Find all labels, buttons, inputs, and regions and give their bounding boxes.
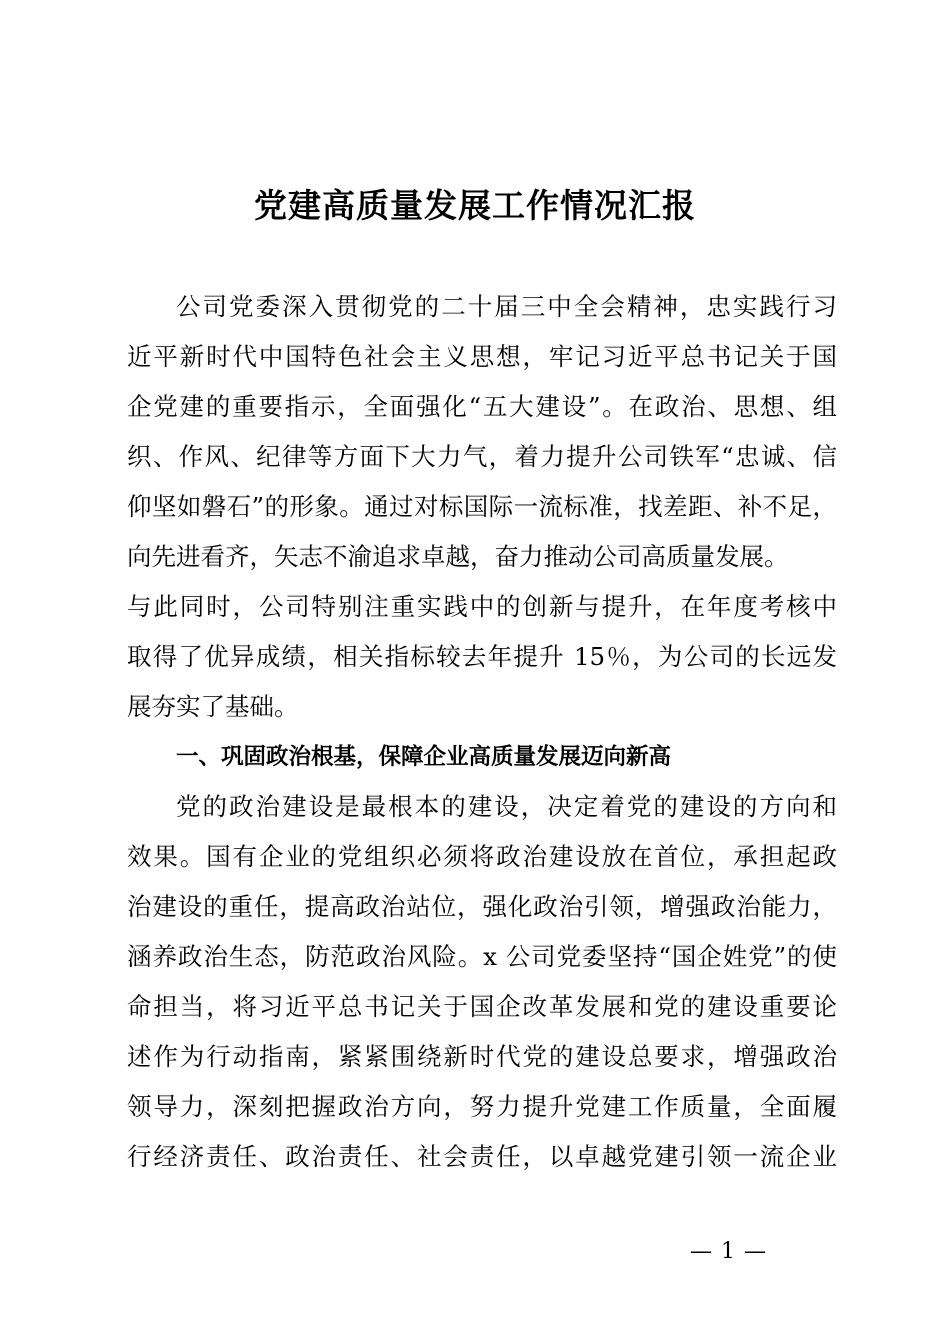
paragraph-line: 效果。国有企业的党组织必须将政治建设放在首位，承担起政: [127, 842, 837, 871]
page-number: — 1 —: [690, 1239, 767, 1264]
paragraph-line: 向先进看齐，矢志不渝追求卓越，奋力推动公司高质量发展。: [127, 542, 789, 571]
paragraph-line: 与此同时，公司特别注重实践中的创新与提升，在年度考核中: [127, 592, 837, 621]
paragraph-line: 近平新时代中国特色社会主义思想，牢记习近平总书记关于国: [127, 342, 837, 371]
intro-paragraph: [127, 282, 837, 732]
document-title: 党建高质量发展工作情况汇报: [254, 186, 696, 225]
paragraph-line: 取得了优异成绩，相关指标较去年提升 15％，为公司的长远发: [127, 642, 837, 671]
paragraph-line: 党的政治建设是最根本的建设，决定着党的建设的方向和: [176, 792, 837, 821]
paragraph-line: 命担当，将习近平总书记关于国企改革发展和党的建设重要论: [127, 992, 837, 1021]
paragraph-line: 公司党委深入贯彻党的二十届三中全会精神，忠实践行习: [176, 292, 837, 321]
paragraph-line: 领导力，深刻把握政治方向，努力提升党建工作质量，全面履: [127, 1092, 837, 1121]
document-body: [127, 282, 837, 1182]
paragraph-line: 展夯实了基础。: [127, 692, 299, 721]
paragraph-line: 仰坚如磐石”的形象。通过对标国际一流标准，找差距、补不足，: [127, 492, 837, 521]
paragraph-line: 涵养政治生态，防范政治风险。x 公司党委坚持“国企姓党”的使: [127, 942, 837, 971]
paragraph-line: 述作为行动指南，紧紧围绕新时代党的建设总要求，增强政治: [127, 1042, 837, 1071]
paragraph-line: 行经济责任、政治责任、社会责任，以卓越党建引领一流企业: [127, 1142, 837, 1171]
paragraph-line: 企党建的重要指示，全面强化“五大建设”。在政治、思想、组: [127, 392, 837, 421]
paragraph-line: 织、作风、纪律等方面下大力气，着力提升公司铁军“忠诚、信: [127, 442, 837, 471]
section-heading: 一、巩固政治根基，保障企业高质量发展迈向新高: [176, 744, 672, 770]
section1-paragraph: [127, 782, 837, 1182]
paragraph-line: 治建设的重任，提高政治站位，强化政治引领，增强政治能力，: [127, 892, 837, 921]
